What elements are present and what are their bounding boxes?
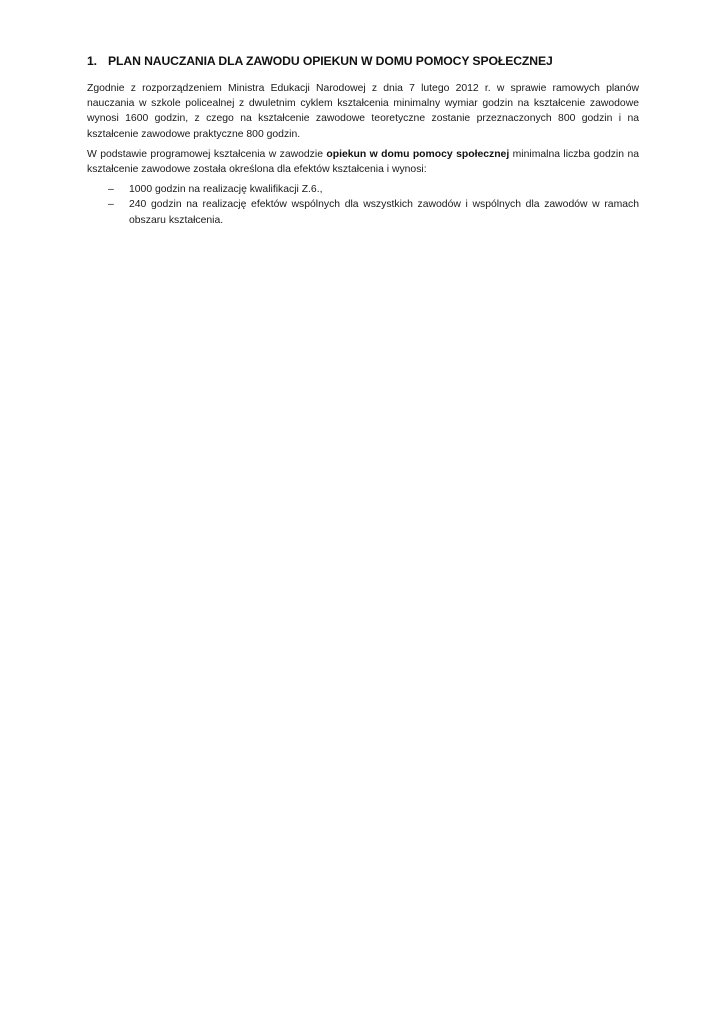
profession-name: opiekun w domu pomocy społecznej	[326, 148, 510, 160]
list-bullet: –	[108, 199, 114, 211]
list-bullet: –	[108, 184, 114, 196]
paragraph-curriculum-intro: W podstawie programowej kształcenia w zawodzie	[87, 148, 327, 160]
section-title: PLAN NAUCZANIA DLA ZAWODU OPIEKUN W DOMU POMOCY SPOŁECZNEJ	[108, 54, 553, 68]
list-item	[87, 182, 639, 197]
section-heading	[87, 54, 639, 68]
hours-list	[87, 182, 639, 228]
list-item	[87, 197, 639, 227]
section-number: 1.	[87, 54, 97, 68]
document-page	[87, 54, 639, 228]
paragraph-curriculum	[87, 147, 639, 177]
paragraph-curriculum-rest: minimalna liczba godzin na kształcenie zawodowe została określona dla efektów kształcenia i wynosi:	[87, 148, 639, 176]
list-item-text: 1000 godzin na realizację kwalifikacji Z.6.,	[129, 184, 323, 196]
paragraph-regulation: Zgodnie z rozporządzeniem Ministra Edukacji Narodowej z dnia 7 lutego 2012 r. w sprawie ramowych planów nauczania w szkole policealnej z dwuletnim cyklem kształcenia minimalny wymiar godzin na kształcenie zawodowe wynosi 1600 godzin, z czego na kształcenie zawodowe teoretyczne zostanie przeznaczonych 800 godzin i na kształcenie zawodowe praktyczne 800 godzin.	[87, 83, 639, 140]
list-item-text: 240 godzin na realizację efektów wspólnych dla wszystkich zawodów i wspólnych dla zawodów w ramach obszaru kształcenia.	[129, 199, 639, 226]
